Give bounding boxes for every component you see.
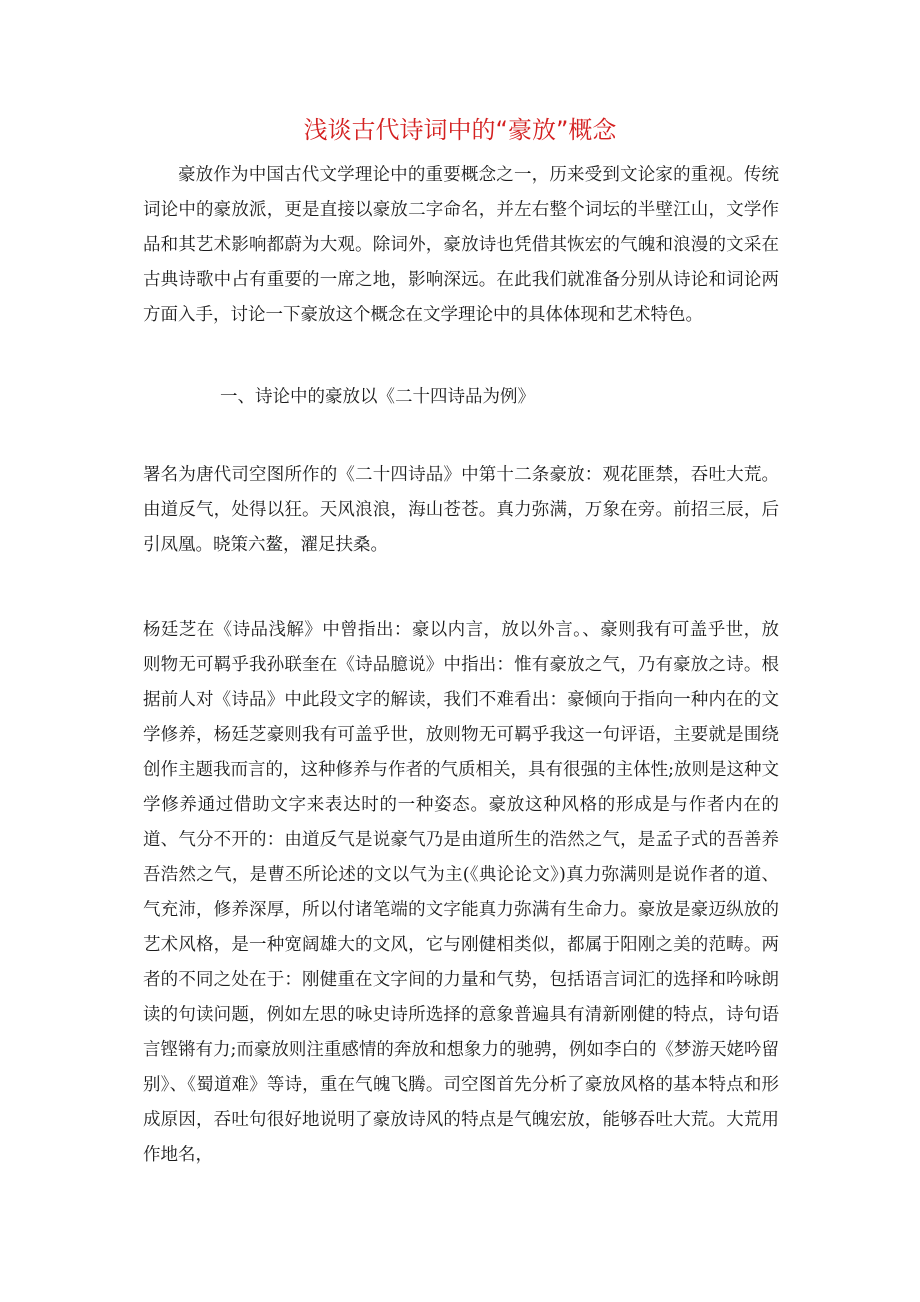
- intro-paragraph: 豪放作为中国古代文学理论中的重要概念之一，历来受到文论家的重视。传统词论中的豪放派，更是直接以豪放二字命名，并左右整个词坛的半壁江山，文学作品和其艺术影响都蔚为大观。除词外，豪放诗也凭借其恢宏的气魄和浪漫的文采在古典诗歌中占有重要的一席之地，影响深远。在此我们就准备分别从诗论和词论两方面入手，讨论一下豪放这个概念在文学理论中的具体体现和艺术特色。: [143, 165, 779, 325]
- document-title: 浅谈古代诗词中的“豪放”概念: [303, 116, 617, 144]
- section-heading: 一、诗论中的豪放以《二十四诗品为例》: [220, 387, 535, 407]
- quote-paragraph: 署名为唐代司空图所作的《二十四诗品》中第十二条豪放：观花匪禁，吞吐大荒。由道反气，处得以狂。天风浪浪，海山苍苍。真力弥满，万象在旁。前招三辰，后引凤凰。晓策六鳌，濯足扶桑。: [143, 465, 779, 555]
- analysis-paragraph: 杨廷芝在《诗品浅解》中曾指出：豪以内言，放以外言。、豪则我有可盖乎世，放则物无可羁乎我孙联奎在《诗品臆说》中指出：惟有豪放之气，乃有豪放之诗。根据前人对《诗品》中此段文字的解读，我们不难看出：豪倾向于指向一种内在的文学修养，杨廷芝豪则我有可盖乎世，放则物无可羁乎我这一句评语，主要就是围绕创作主题我而言的，这种修养与作者的气质相关，具有很强的主体性;放则是这种文学修养通过借助文字来表达时的一种姿态。豪放这种风格的形成是与作者内在的道、气分不开的：由道反气是说豪气乃是由道所生的浩然之气，是孟子式的吾善养吾浩然之气，是曹丕所论述的文以气为主(《典论论文》)真力弥满则是说作者的道、气充沛，修养深厚，所以付诸笔端的文字能真力弥满有生命力。豪放是豪迈纵放的艺术风格，是一种宽阔雄大的文风，它与刚健相类似，都属于阳刚之美的范畴。两者的不同之处在于：刚健重在文字间的力量和气势，包括语言词汇的选择和吟咏朗读的句读问题，例如左思的咏史诗所选择的意象普遍具有清新刚健的特点，诗句语言铿锵有力;而豪放则注重感情的奔放和想象力的驰骋，例如李白的《梦游天姥吟留别》、《蜀道难》等诗，重在气魄飞腾。司空图首先分析了豪放风格的基本特点和形成原因，吞吐句很好地说明了豪放诗风的特点是气魄宏放，能够吞吐大荒。大荒用作地名，: [143, 620, 779, 1165]
